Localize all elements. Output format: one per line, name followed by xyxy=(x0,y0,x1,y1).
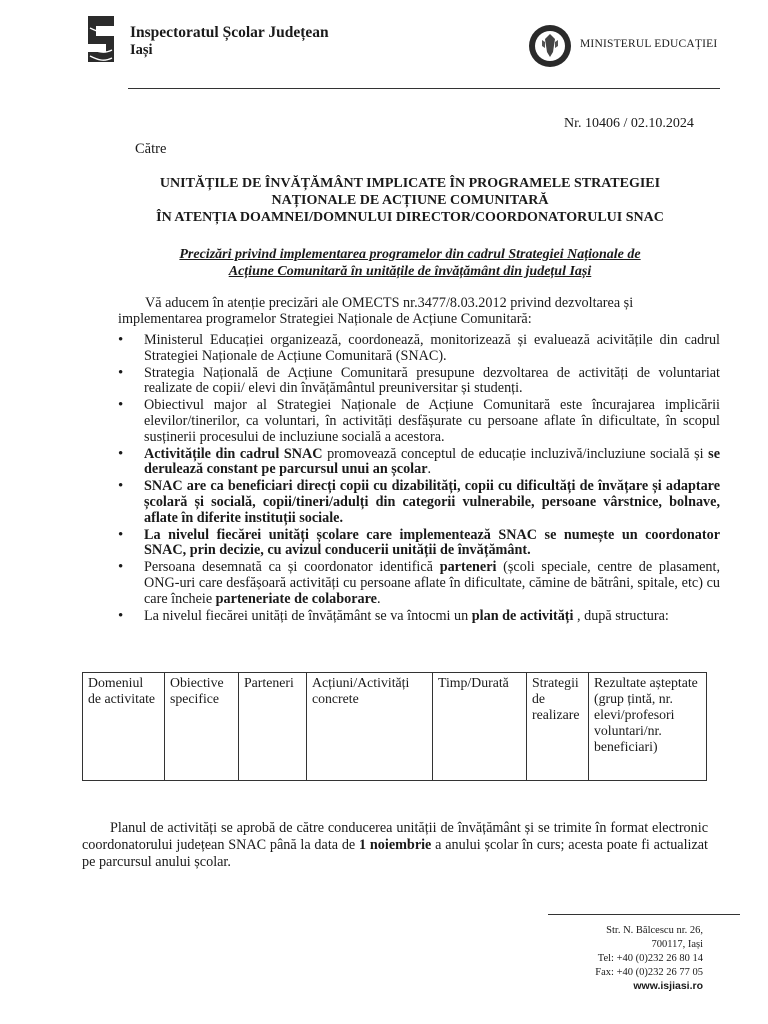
intro-line-1: Vă aducem în atenție precizări ale OMECTS nr.3477/8.03.2012 privind dezvoltarea și xyxy=(145,295,634,311)
addressee-line-3: ÎN ATENȚIA DOAMNEI/DOMNULUI DIRECTOR/COORDONATORULUI SNAC xyxy=(156,210,664,225)
footer-tel: Tel: +40 (0)232 26 80 14 xyxy=(597,953,703,964)
list-item: • SNAC are ca beneficiari direcți copii cu dizabilități, copii cu dificultăți de învățare și adaptare școlară și socială, copii/tineri/adulți din categorii vulnerabile, persoane vârstnice, bolnave, aflate în diferite instituții sociale. xyxy=(118,479,720,526)
list-item: • Activitățile din cadrul SNAC promovează conceptul de educație incluzivă/incluziune socială și se derulează constant pe parcursul unui an școlar. xyxy=(118,447,720,479)
list-item: • Strategia Națională de Acțiune Comunitară presupune dezvoltarea de activități de voluntariat realizate de copii/ elevi din învățământul preuniversitar și studenți. xyxy=(118,366,720,398)
table-cell: Timp/Durată xyxy=(433,673,527,781)
table-cell: Acțiuni/Activități concrete xyxy=(307,673,433,781)
ministry-emblem-icon xyxy=(528,24,572,68)
table-cell: Parteneri xyxy=(239,673,307,781)
table-cell: Domeniul de activitate xyxy=(83,673,165,781)
subject-line-1: Precizări privind implementarea programelor din cadrul Strategiei Naționale de xyxy=(179,247,641,262)
closing-paragraph: Planul de activități se aprobă de către conducerea unității de învățământ și se trimite în format electronic coordonatorului județean SNAC până la data de 1 noiembrie a anului școlar în curs; acesta poate fi actualizat pe parcursul anului școlar. xyxy=(82,820,709,870)
requirements-list xyxy=(118,333,720,625)
ministry-name: MINISTERUL EDUCAȚIEI xyxy=(580,38,718,50)
list-item: • Ministerul Educației organizează, coordonează, monitorizează și evaluează acivitățile din cadrul Strategiei Naționale de Acțiune Comunitară (SNAC). xyxy=(118,333,720,365)
addressee-line-1: UNITĂȚILE DE ÎNVĂȚĂMÂNT IMPLICATE ÎN PROGRAMELE STRATEGIEI xyxy=(159,176,661,191)
to-label: Către xyxy=(135,141,167,157)
list-item: • La nivelul fiecărei unități școlare care implementează SNAC se numește un coordonator SNAC, prin decizie, cu avizul conducerii unității de învățământ. xyxy=(118,528,720,560)
table-cell: Rezultate așteptate (grup țintă, nr. elevi/profesori voluntari/nr. beneficiari) xyxy=(589,673,707,781)
footer-divider xyxy=(548,914,740,915)
footer-city: 700117, Iași xyxy=(651,939,703,950)
activity-plan-table xyxy=(82,672,707,781)
list-item: • La nivelul fiecărei unități de învățământ se va întocmi un plan de activități , după structura: xyxy=(118,609,720,625)
document-number: Nr. 10406 / 02.10.2024 xyxy=(564,116,694,131)
table-cell: Obiective specifice xyxy=(165,673,239,781)
table-row xyxy=(83,673,707,781)
list-item: • Obiectivul major al Strategiei Naționale de Acțiune Comunitară este încurajarea implicării elevilor/tinerilor, ca voluntari, în activități desfășurate cu persoane aflate în dificultate, în scopul susținerii procesului de incluziune socială a acestora. xyxy=(118,398,720,445)
footer-fax: Fax: +40 (0)232 26 77 05 xyxy=(595,967,703,978)
list-item: • Persoana desemnată ca și coordonator identifică parteneri (școli speciale, centre de plasament, ONG-uri care desfășoară activități cu persoane aflate în dificultate, cămine de bătrâni, spitale, etc) cu care încheie parteneriate de colaborare. xyxy=(118,560,720,607)
addressee-line-2: NAȚIONALE DE ACȚIUNE COMUNITARĂ xyxy=(271,193,549,208)
footer-street: Str. N. Bălcescu nr. 26, xyxy=(606,925,703,936)
footer-website-link[interactable]: www.isjiasi.ro xyxy=(633,980,703,992)
intro-line-2: implementarea programelor Strategiei Naționale de Acțiune Comunitară: xyxy=(118,311,532,327)
subject-line-2: Acțiune Comunitară în unitățile de învățământ din județul Iași xyxy=(228,264,592,279)
institution-city: Iași xyxy=(130,42,153,58)
table-cell: Strategii de realizare xyxy=(527,673,589,781)
isj-logo xyxy=(84,14,118,64)
header-divider xyxy=(128,88,720,89)
institution-name: Inspectoratul Școlar Județean xyxy=(130,24,329,41)
